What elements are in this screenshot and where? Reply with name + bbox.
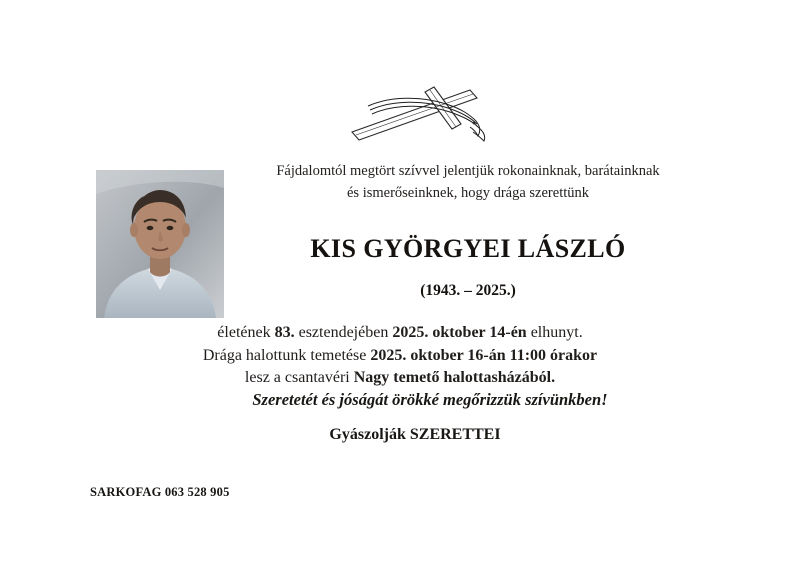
portrait-photo (96, 170, 224, 318)
intro-text (232, 160, 704, 205)
death-date: 2025. oktober 14-én (392, 324, 527, 341)
age-value: 83. (274, 324, 295, 341)
announcement-body (96, 322, 704, 390)
memorial-motto: Szeretetét és jóságát örökké megőrizzük szívünkben! (252, 390, 608, 409)
deceased-name: KIS GYÖRGYEI LÁSZLÓ (310, 234, 626, 263)
body-line-1-part-2: esztendejében (294, 324, 393, 341)
cross-with-ribbon-icon (330, 84, 510, 144)
body-line-1-part-1: életének (217, 324, 275, 341)
body-line-2 (96, 345, 704, 368)
body-line-1 (96, 322, 704, 345)
intro-line-2: és ismerőseinknek, hogy drága szerettünk (347, 185, 589, 202)
body-line-3 (96, 367, 704, 390)
funeral-datetime: 2025. oktober 16-án 11:00 órakor (370, 346, 598, 364)
funeral-home-contact: SARKOFAG 063 528 905 (90, 485, 230, 499)
body-line-1-part-3: elhunyt. (526, 324, 583, 341)
body-line-3-part-1: lesz a csantavéri (244, 369, 354, 387)
mourners-line: Gyászolják SZERETTEI (329, 426, 501, 443)
body-line-2-part-1: Drága halottunk temetése (202, 346, 371, 364)
funeral-location: Nagy temető halottasházából. (353, 369, 556, 387)
life-dates: (1943. – 2025.) (420, 282, 516, 299)
intro-line-1: Fájdalomtól megtört szívvel jelentjük rokonainknak, barátainknak (276, 163, 660, 179)
